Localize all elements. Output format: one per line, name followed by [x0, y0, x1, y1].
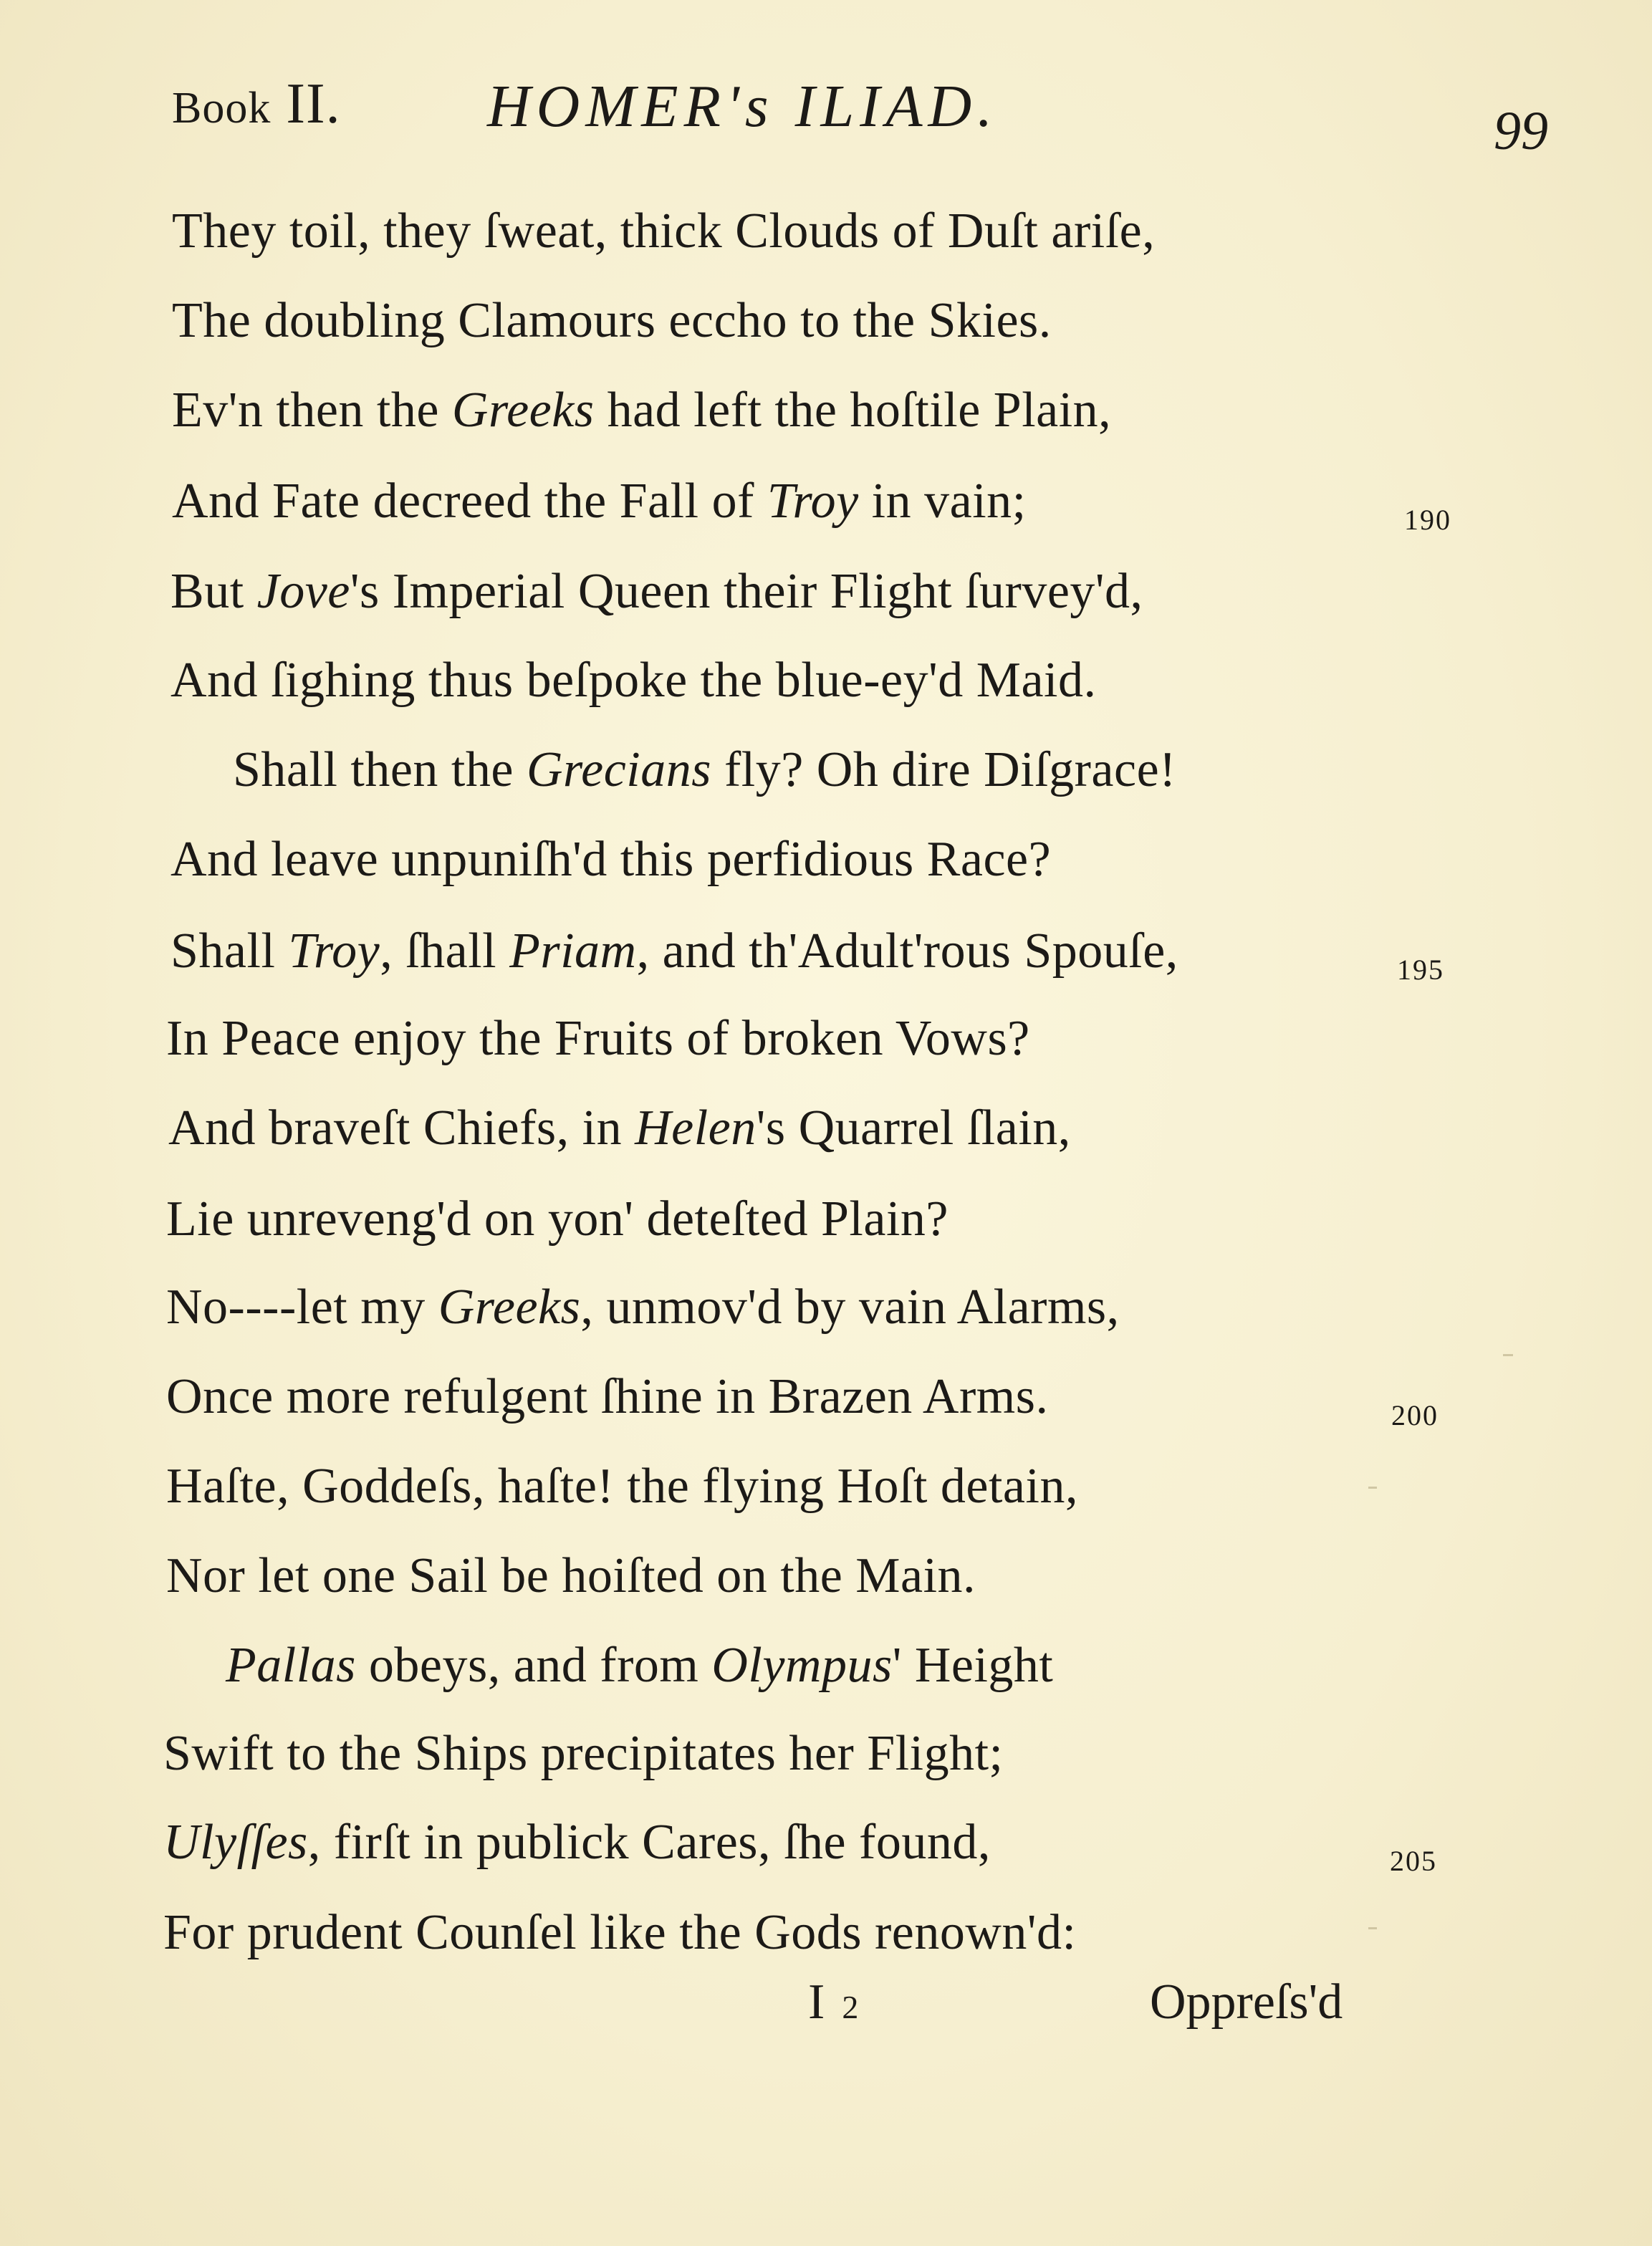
- verse-text: Once more refulgent ſhine in Brazen Arms.: [166, 1369, 1049, 1424]
- verse-line: [166, 1368, 1049, 1426]
- verse-line: [172, 203, 1155, 260]
- verse-text: fly? Oh dire Diſgrace!: [711, 742, 1176, 797]
- book-label: [172, 72, 341, 137]
- verse-line: [166, 1458, 1078, 1515]
- verse-line: [166, 1010, 1030, 1067]
- running-title: HOMER's ILIAD.: [487, 73, 999, 140]
- page-number: 99: [1494, 101, 1548, 161]
- verse-line: [171, 652, 1096, 709]
- running-head: [172, 72, 1533, 150]
- verse-line: [163, 1814, 991, 1871]
- italic-word: Olympus: [711, 1638, 893, 1693]
- italic-word: Troy: [288, 923, 380, 979]
- verse-text: in vain;: [858, 474, 1027, 529]
- verse-text: And Fate decreed the Fall of: [172, 474, 767, 529]
- italic-word: Greeks: [451, 383, 595, 438]
- book-number: II.: [286, 72, 341, 135]
- verse-text: , ſhall: [380, 923, 510, 979]
- line-number: 190: [1404, 504, 1451, 536]
- verse-text: Lie unreveng'd on yon' deteſted Plain?: [166, 1191, 949, 1247]
- line-number: 200: [1391, 1399, 1439, 1431]
- verse-text: For prudent Counſel like the Gods renown'd:: [163, 1905, 1077, 1960]
- verse-text: , unmov'd by vain Alarms,: [580, 1280, 1120, 1335]
- verse-line: [171, 923, 1178, 980]
- signature-letter: I: [808, 1974, 825, 2030]
- italic-word: Helen: [635, 1100, 757, 1156]
- page-footer: [0, 1974, 1652, 2060]
- verse-line: [172, 292, 1052, 350]
- verse-text: ' Height: [892, 1638, 1054, 1693]
- book-prefix: Book: [172, 84, 272, 133]
- line-number: 195: [1397, 954, 1444, 986]
- italic-word: Jove: [256, 564, 350, 619]
- italic-word: Ulyſſes: [163, 1815, 308, 1870]
- verse-text: Nor let one Sail be hoiſted on the Main.: [166, 1548, 976, 1603]
- verse-text: And braveſt Chiefs, in: [168, 1100, 635, 1156]
- verse-text: Ev'n then the: [172, 383, 452, 438]
- verse-line: [168, 1100, 1071, 1157]
- verse-text: No----let my: [166, 1280, 438, 1335]
- verse-line: [226, 1637, 1053, 1694]
- verse-text: Shall then the: [233, 742, 527, 797]
- line-number: 205: [1390, 1845, 1437, 1877]
- verse-line: [233, 742, 1176, 799]
- italic-word: Pallas: [226, 1638, 356, 1693]
- verse-line: [172, 473, 1027, 530]
- verse-line: [171, 563, 1143, 620]
- verse-line: [171, 831, 1051, 888]
- verse-text: , and th'Adult'rous Spouſe,: [636, 923, 1178, 979]
- signature-number: 2: [842, 1989, 859, 2025]
- verse-line: [166, 1547, 976, 1605]
- verse-line: [172, 382, 1111, 439]
- verse-text: Shall: [171, 923, 289, 979]
- verse-text: In Peace enjoy the Fruits of broken Vows?: [166, 1011, 1030, 1066]
- verse-text: Haſte, Goddeſs, haſte! the flying Hoſt detain,: [166, 1459, 1078, 1514]
- verse-text: 's Imperial Queen their Flight ſurvey'd,: [350, 564, 1143, 619]
- italic-word: Greeks: [438, 1280, 581, 1335]
- verse-line: [166, 1191, 949, 1248]
- margin-tick: [1503, 1354, 1513, 1356]
- verse-text: And ſighing thus beſpoke the blue-ey'd Maid.: [171, 653, 1097, 708]
- verse-line: [163, 1904, 1077, 1962]
- verse-text: They toil, they ſweat, thick Clouds of Duſt ariſe,: [172, 203, 1156, 259]
- italic-word: Troy: [767, 474, 859, 529]
- verse-line: [163, 1725, 1004, 1782]
- catchword: Oppreſs'd: [1150, 1974, 1343, 2030]
- italic-word: Grecians: [526, 742, 711, 797]
- italic-word: Priam: [509, 923, 637, 979]
- verse-text: The doubling Clamours eccho to the Skies.: [172, 293, 1052, 348]
- verse-text: , firſt in publick Cares, ſhe found,: [307, 1815, 991, 1870]
- verse-line: [166, 1279, 1120, 1336]
- verse-text: obeys, and from: [355, 1638, 712, 1693]
- verse-text: had left the hoſtile Plain,: [594, 383, 1112, 438]
- signature-mark: [808, 1974, 858, 2031]
- margin-tick: [1368, 1487, 1377, 1489]
- verse-text: 's Quarrel ſlain,: [756, 1100, 1071, 1156]
- margin-tick: [1368, 1927, 1377, 1929]
- verse-text: And leave unpuniſh'd this perfidious Race?: [171, 832, 1052, 887]
- verse-text: But: [171, 564, 257, 619]
- verse-text: Swift to the Ships precipitates her Flight;: [163, 1726, 1004, 1781]
